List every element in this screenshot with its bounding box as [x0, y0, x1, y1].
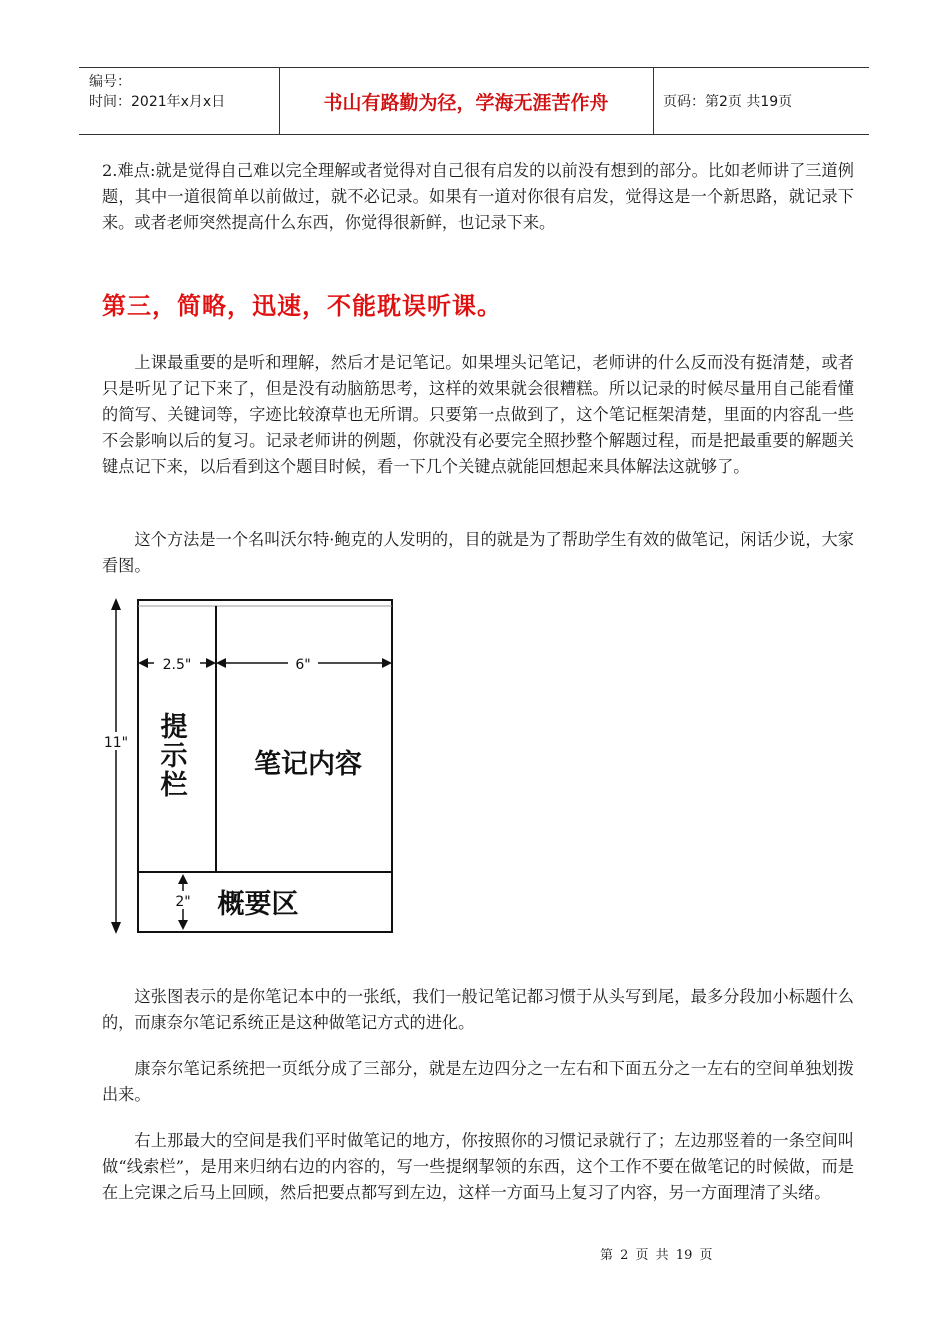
body-paragraph-2: 这个方法是一个名叫沃尔特·鲍克的人发明的，目的就是为了帮助学生有效的做笔记，闲话少说，大家看图。: [102, 530, 854, 575]
time-label: 时间：2021年x月x日: [89, 94, 226, 110]
page-header: [79, 67, 869, 135]
header-divider: [653, 68, 654, 134]
header-meta: [89, 72, 225, 112]
notes-area-label: 笔记内容: [254, 749, 362, 780]
height-label: 11": [103, 735, 129, 751]
difficulty-paragraph: 2.难点:就是觉得自己难以完全理解或者觉得对自己很有启发的以前没有想到的部分。比如老师讲了三道例题，其中一道很简单以前做过，就不必记录。如果有一道对你很有启发，觉得这是一个新思路，就记录下来。或者老师突然提高什么东西，你觉得很新鲜，也记录下来。: [102, 161, 854, 232]
arrow-head-down: [111, 922, 121, 934]
cue-column-label: 提示栏: [155, 712, 187, 799]
header-motto: 书山有路勤为径，学海无涯苦作舟: [323, 91, 609, 114]
cue-width-label: 2.5": [162, 657, 192, 673]
notes-width-label: 6": [295, 657, 311, 673]
page-footer: 第 2 页 共 19 页: [600, 1248, 713, 1263]
body-paragraph-3: 这张图表示的是你笔记本中的一张纸，我们一般记笔记都习惯于从头写到尾，最多分段加小标题什么的，而康奈尔笔记系统正是这种做笔记方式的进化。: [102, 987, 854, 1032]
serial-label: 编号：: [89, 74, 131, 90]
body-paragraph-4: 康奈尔笔记系统把一页纸分成了三部分，就是左边四分之一左右和下面五分之一左右的空间单独划拨出来。: [102, 1059, 854, 1104]
summary-height-label: 2": [175, 894, 191, 910]
body-paragraph-5: 右上那最大的空间是我们平时做笔记的地方，你按照你的习惯记录就行了；左边那竖着的一条空间叫做“线索栏”，是用来归纳右边的内容的，写一些提纲挈领的东西，这个工作不要在做笔记的时候做，而是在上完课之后马上回顾，然后把要点都写到左边，这样一方面马上复习了内容，另一方面理清了头绪。: [102, 1131, 854, 1202]
section-heading: 第三，简略，迅速，不能耽误听课。: [102, 292, 502, 320]
arrow-head-up: [111, 598, 121, 610]
cornell-notes-diagram: [96, 590, 406, 940]
summary-area-label: 概要区: [217, 889, 299, 920]
body-paragraph-1: 上课最重要的是听和理解，然后才是记笔记。如果埋头记笔记，老师讲的什么反而没有挺清楚，或者只是听见了记下来了，但是没有动脑筋思考，这样的效果就会很糟糕。所以记录的时候尽量用自己能看懂的简写、关键词等，字迹比较潦草也无所谓。只要第一点做到了，这个笔记框架清楚，里面的内容乱一些不会影响以后的复习。记录老师讲的例题，你就没有必要完全照抄整个解题过程，而是把最重要的解题关键点记下来，以后看到这个题目时候，看一下几个关键点就能回想起来具体解法这就够了。: [102, 353, 854, 476]
header-page-info: 页码：第2页 共19页: [663, 94, 793, 110]
